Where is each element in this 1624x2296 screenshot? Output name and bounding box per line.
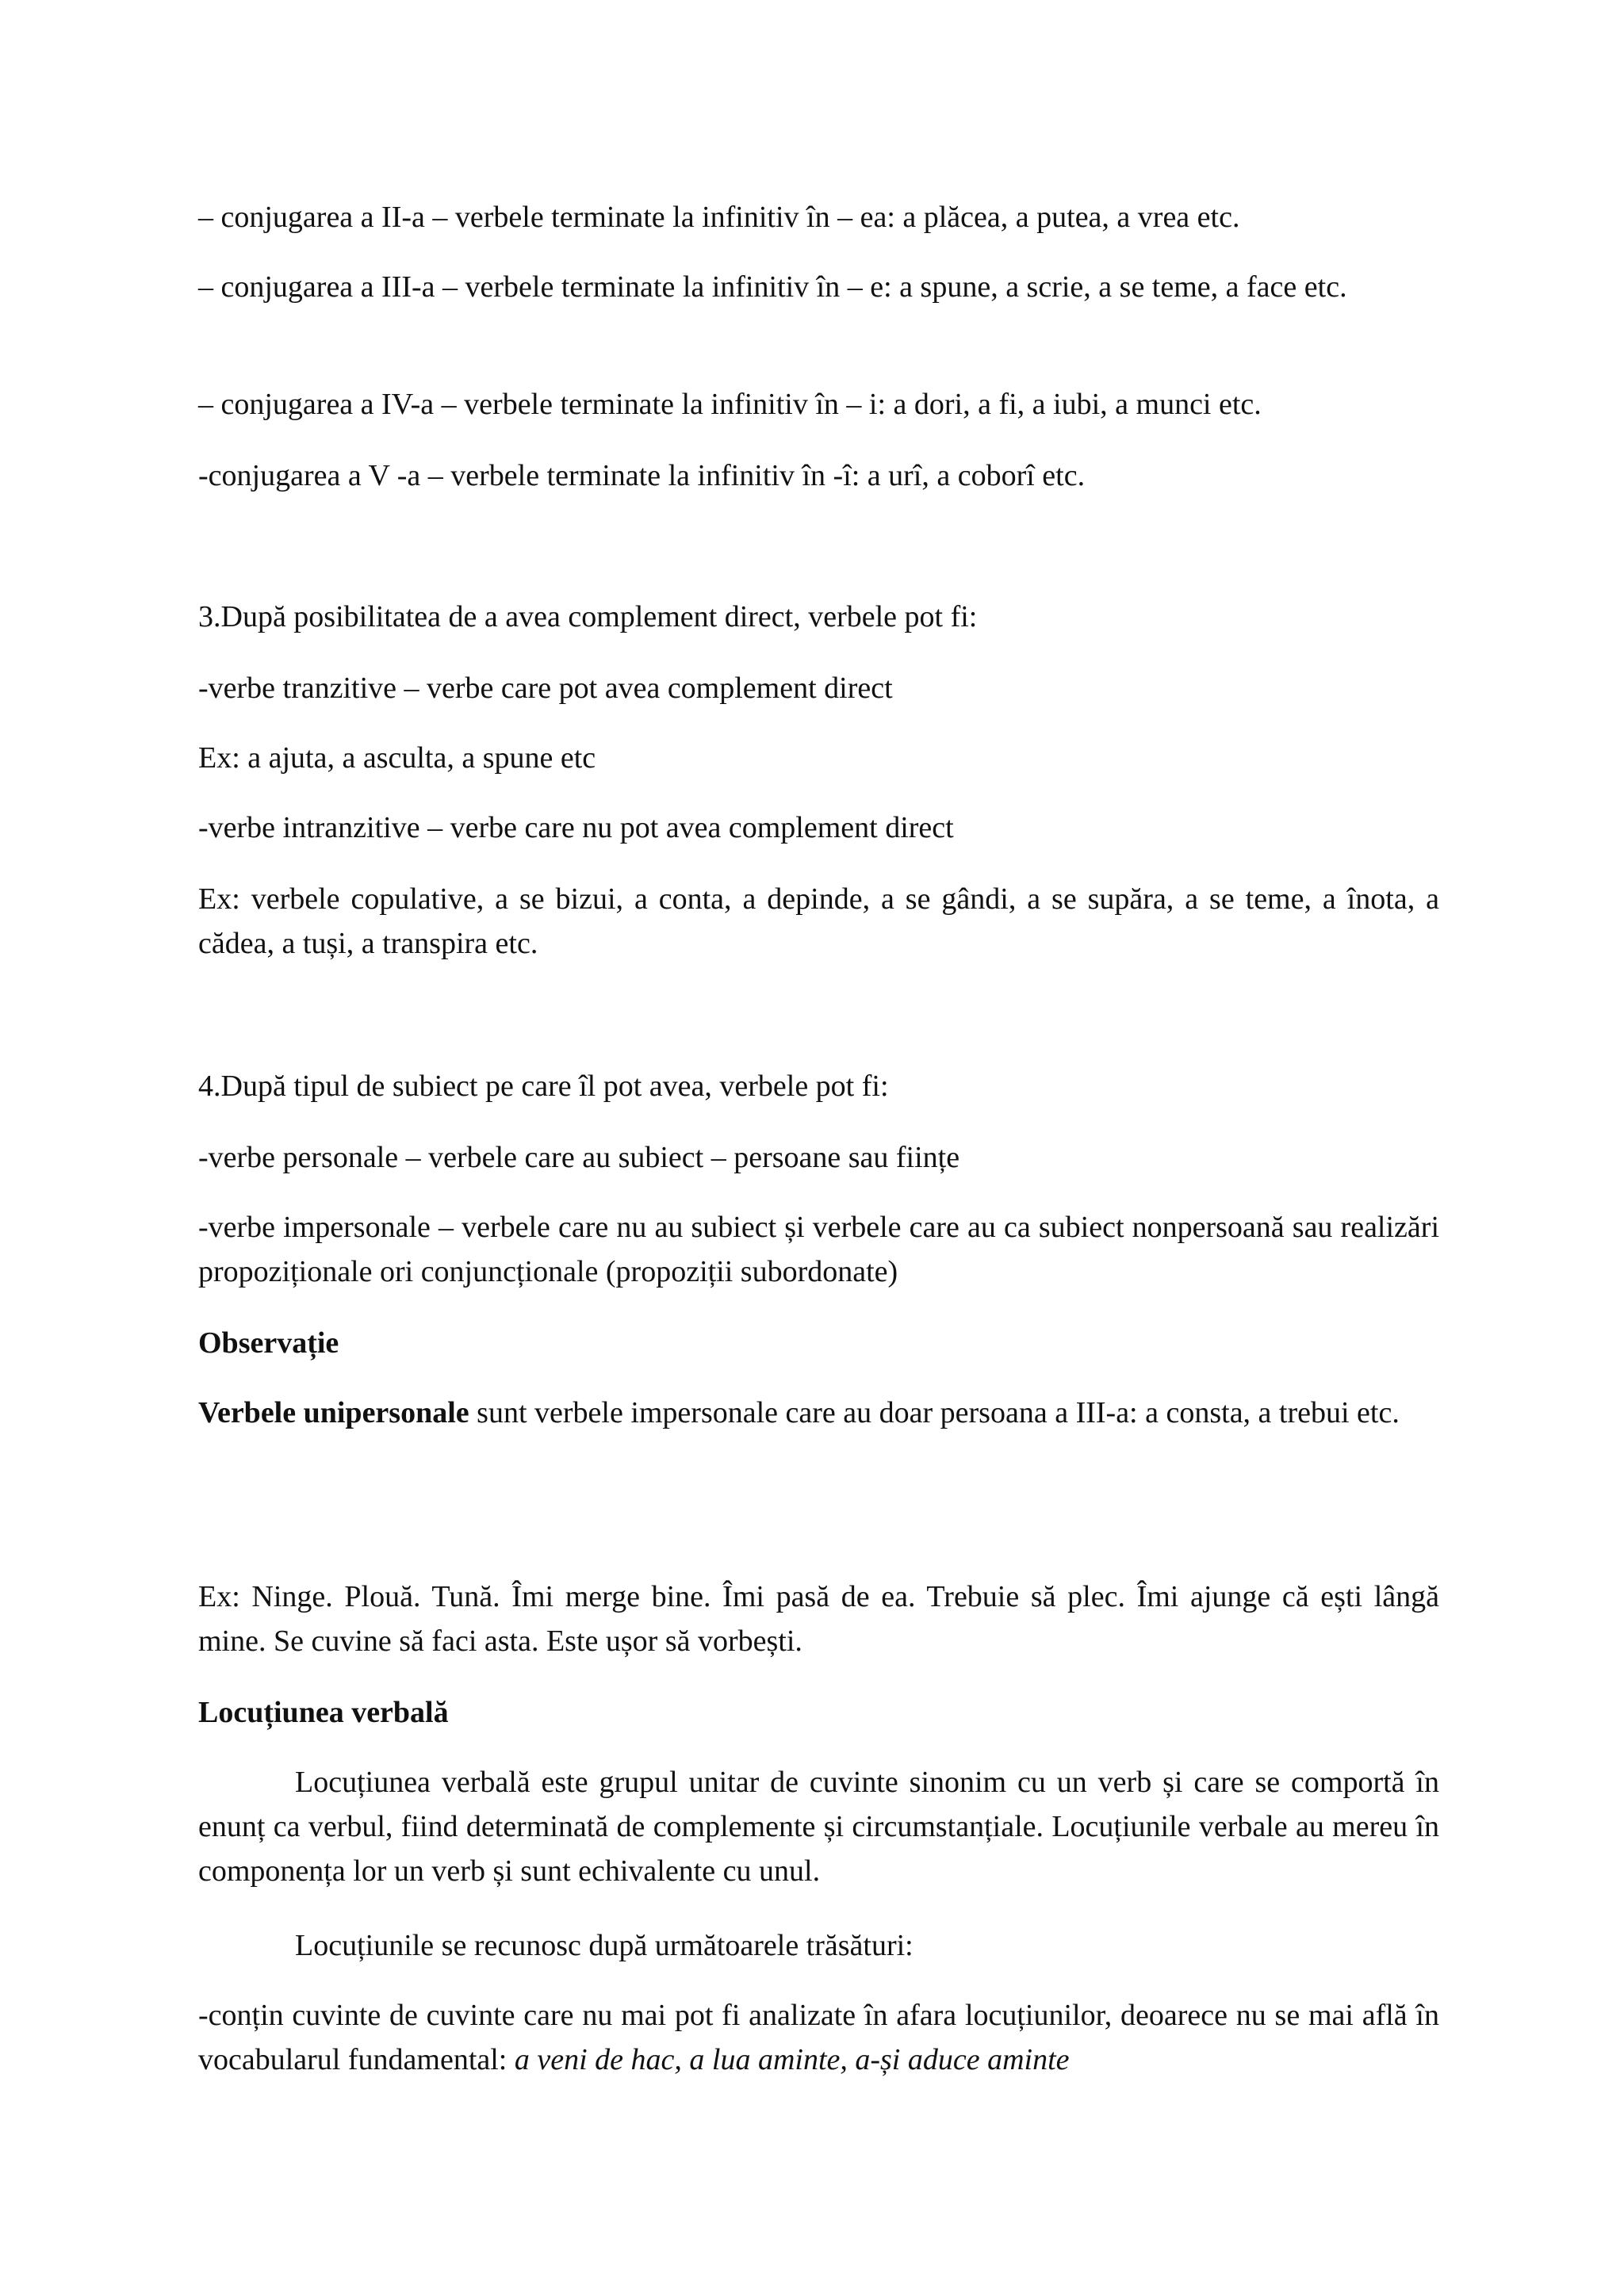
paragraph-section-3-title: 3.După posibilitatea de a avea complement direct, verbele pot fi: bbox=[198, 600, 978, 633]
trait-1-examples: a veni de hac, a lua aminte, a-și aduce aminte bbox=[514, 2043, 1070, 2076]
paragraph-impersonal-verbs: -verbe impersonale – verbele care nu au subiect și verbele care au ca subiect nonpersoană sau realizări propoziționale ori conjuncționale (propoziții subordonate) bbox=[198, 1211, 1439, 1288]
paragraph-locution-traits: Locuțiunile se recunosc după următoarele trăsături: bbox=[295, 1929, 914, 1962]
paragraph-locution-definition: Locuțiunea verbală este grupul unitar de cuvinte sinonim cu un verb și care se comportă în enunț ca verbul, fiind determinată de complemente și circumstanțiale. Locuțiunile verbale au mereu în componența lor un verb și sunt echivalente cu unul. bbox=[198, 1766, 1439, 1888]
paragraph-impersonal-examples: Ex: Ninge. Plouă. Tună. Îmi merge bine. Îmi pasă de ea. Trebuie să plec. Îmi ajunge că ești lângă mine. Se cuvine să faci asta. Este ușor să vorbești. bbox=[198, 1580, 1439, 1658]
paragraph-unipersonal-verbs bbox=[198, 1391, 1439, 1435]
paragraph-transitive-examples: Ex: a ajuta, a asculta, a spune etc bbox=[198, 741, 596, 775]
paragraph-intransitive-examples: Ex: verbele copulative, a se bizui, a conta, a depinde, a se gândi, a se supăra, a se teme, a înota, a cădea, a tuși, a transpira etc. bbox=[198, 882, 1439, 960]
paragraph-conjugation-4: – conjugarea a IV-a – verbele terminate la infinitiv în – i: a dori, a fi, a iubi, a munci etc. bbox=[198, 388, 1262, 421]
heading-observation: Observație bbox=[198, 1326, 339, 1360]
term-unipersonal: Verbele unipersonale bbox=[198, 1396, 469, 1429]
paragraph-locution-trait-1 bbox=[198, 1993, 1439, 2082]
trait-1-text: -conțin cuvinte de cuvinte care nu mai pot fi analizate în afara locuțiunilor, deoarece nu se mai află în vocabularul fundamental: bbox=[198, 1999, 1439, 2076]
paragraph-section-4-title: 4.După tipul de subiect pe care îl pot avea, verbele pot fi: bbox=[198, 1070, 889, 1103]
paragraph-intransitive-verbs: -verbe intranzitive – verbe care nu pot avea complement direct bbox=[198, 811, 954, 844]
unipersonal-definition: sunt verbele impersonale care au doar persoana a III-a: a consta, a trebui etc. bbox=[469, 1396, 1400, 1429]
paragraph-personal-verbs: -verbe personale – verbele care au subiect – persoane sau ființe bbox=[198, 1141, 960, 1174]
heading-verbal-locution: Locuțiunea verbală bbox=[198, 1696, 449, 1729]
paragraph-conjugation-3: – conjugarea a III-a – verbele terminate la infinitiv în – e: a spune, a scrie, a se teme, a face etc. bbox=[198, 270, 1347, 304]
paragraph-conjugation-2: – conjugarea a II-a – verbele terminate la infinitiv în – ea: a plăcea, a putea, a vrea etc. bbox=[198, 201, 1240, 234]
paragraph-conjugation-5: -conjugarea a V -a – verbele terminate la infinitiv în -î: a urî, a coborî etc. bbox=[198, 459, 1086, 492]
paragraph-transitive-verbs: -verbe tranzitive – verbe care pot avea complement direct bbox=[198, 672, 893, 705]
